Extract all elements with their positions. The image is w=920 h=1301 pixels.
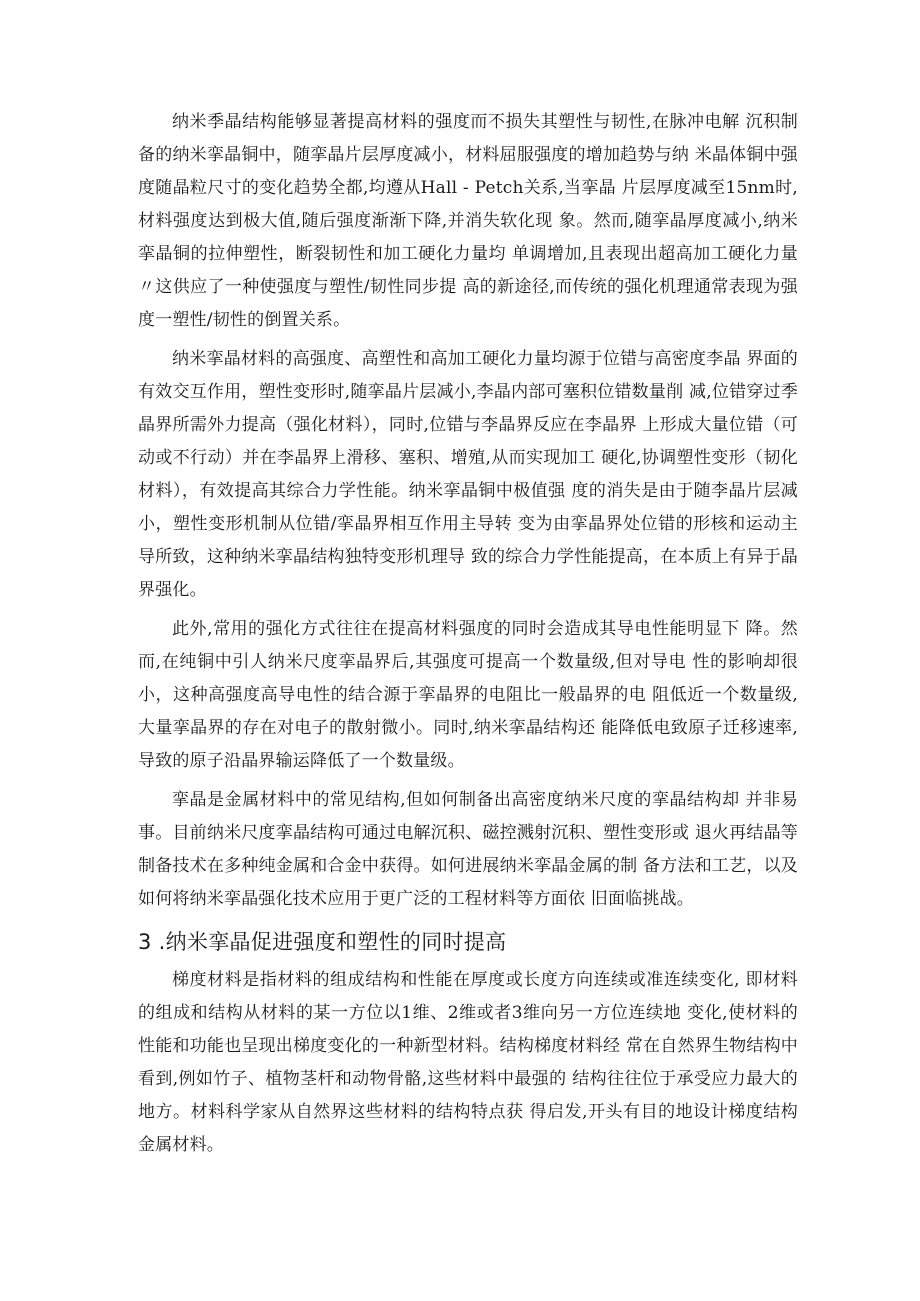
paragraph-fabrication-challenges: 挛晶是金属材料中的常见结构,但如何制备出高密度纳米尺度的挛晶结构却 并非易事。目前纳米尺度挛晶结构可通过电解沉积、磁控溅射沉积、塑性变形或 退火再结晶等制备技术在多种纯金属和合金中获得。如何进展纳米挛晶金属的制 备方法和工艺，以及如何将纳米挛晶强化技术应用于更广泛的工程材料等方面依 旧面临挑战。 bbox=[138, 790, 798, 909]
section-heading: 3 .纳米挛晶促进强度和塑性的同时提高 bbox=[138, 930, 507, 954]
paragraph-conductivity: 此外,常用的强化方式往往在提高材料强度的同时会造成其导电性能明显下 降。然而,在纯铜中引人纳米尺度挛晶界后,其强度可提高一个数量级,但对导电 性的影响却很小，这种高强度高导电性的结合源于挛晶界的电阻比一般晶界的电 阻低近一个数量级,大量挛晶界的存在对电子的散射微小。同时,纳米挛晶结构还 能降低电致原子迁移速率,导致的原子沿晶界输运降低了一个数量级。 bbox=[138, 619, 798, 771]
paragraph-nanotwin-mechanism: 纳米挛晶材料的高强度、高塑性和高加工硬化力量均源于位错与高密度李晶 界面的有效交互作用，塑性变形时,随挛晶片层减小,李晶内部可塞积位错数量削 减,位错穿过季晶界所需外力提高（强化材料），同时,位错与李晶界反应在李晶界 上形成大量位错（可动或不行动）并在李晶界上滑移、塞积、增殖,从而实现加工 硬化,协调塑性变形（韧化材料），有效提高其综合力学性能。纳米挛晶铜中极值强 度的消失是由于随李晶片层减小，塑性变形机制从位错/挛晶界相互作用主导转 变为由挛晶界处位错的形核和运动主导所致，这种纳米挛晶结构独特变形机理导 致的综合力学性能提高，在本质上有异于晶界强化。 bbox=[138, 349, 798, 600]
document-page bbox=[138, 106, 798, 1168]
paragraph-gradient-materials: 梯度材料是指材料的组成结构和性能在厚度或长度方向连续或准连续变化, 即材料的组成和结构从材料的某一方位以1维、2维或者3维向另一方位连续地 变化,使材料的性能和功能也呈现出梯度变化的一种新型材料。结构梯度材料经 常在自然界生物结构中看到,例如竹子、植物茎杆和动物骨骼,这些材料中最强的 结构往往位于承受应力最大的地方。材料科学家从自然界这些材料的结构特点获 得启发,开头有目的地设计梯度结构金属材料。 bbox=[138, 970, 798, 1155]
paragraph-nanotwin-strength: 纳米季晶结构能够显著提高材料的强度而不损失其塑性与韧性,在脉冲电解 沉积制备的纳米挛晶铜中，随挛晶片层厚度减小，材料屈服强度的增加趋势与纳 米晶体铜中强度随晶粒尺寸的变化趋势全都,均遵从Hall - Petch关系,当挛晶 片层厚度减至15nm时,材料强度达到极大值,随后强度渐渐下降,并消失软化现 象。然而,随挛晶厚度减小,纳米挛晶铜的拉伸塑性，断裂韧性和加工硬化力量均 单调增加,且表现出超高加工硬化力量〃这供应了一种使强度与塑性/韧性同步提 高的新途径,而传统的强化机理通常表现为强度一塑性/韧性的倒置关系。 bbox=[138, 112, 798, 330]
